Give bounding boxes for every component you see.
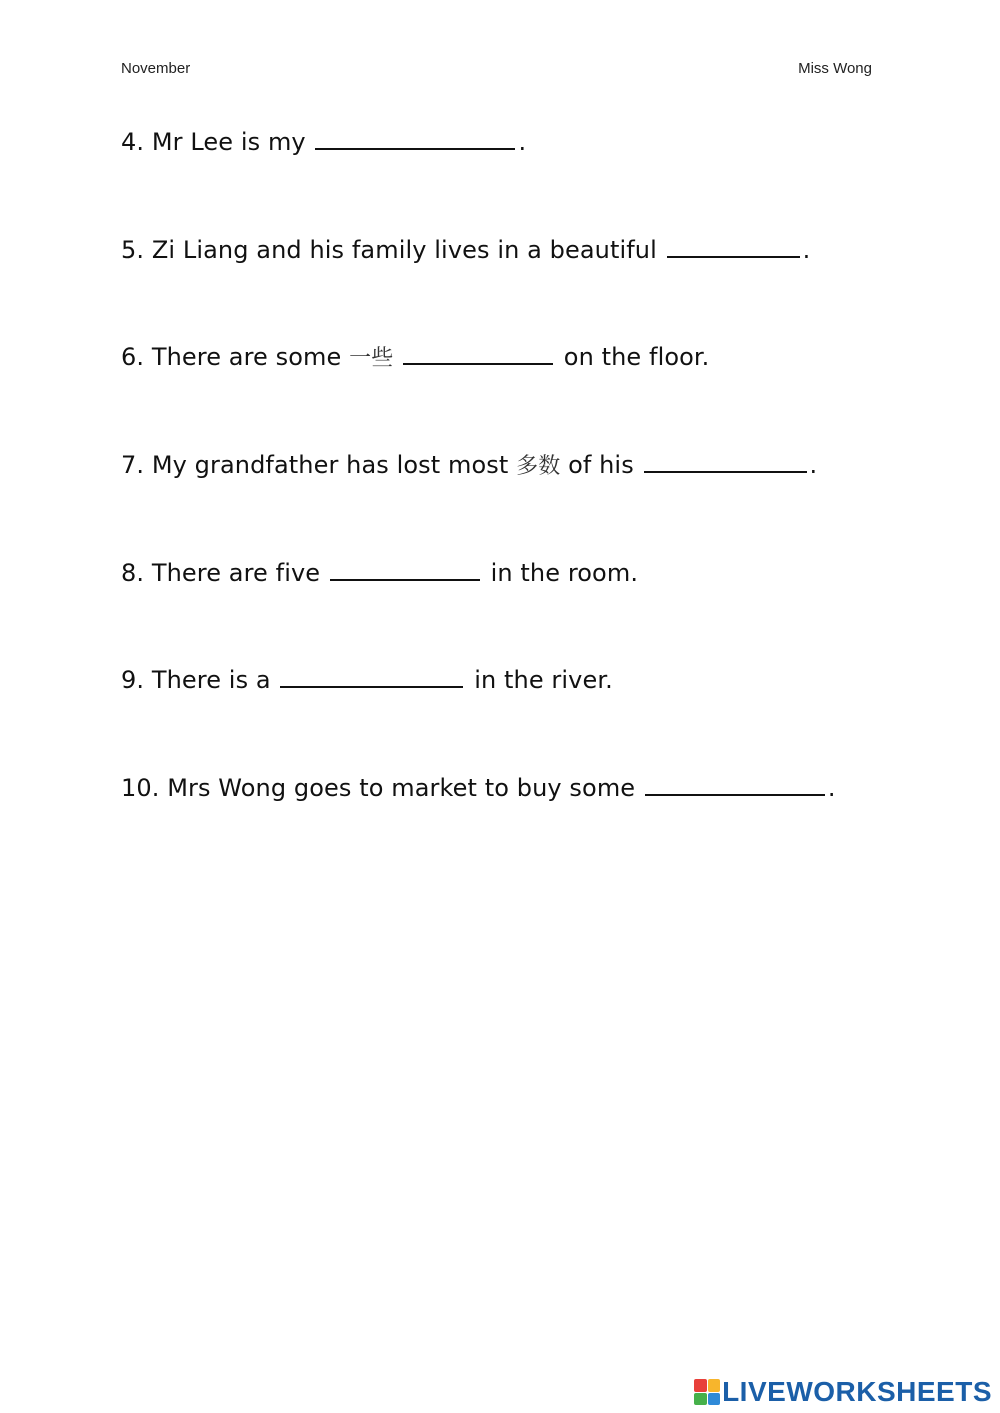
answer-blank-6[interactable] — [403, 341, 553, 365]
question-6 — [121, 341, 709, 372]
liveworksheets-logo-icon — [694, 1379, 720, 1405]
liveworksheets-brand-text: LIVEWORKSHEETS — [722, 1376, 992, 1407]
question-4-end: . — [518, 128, 527, 156]
question-10-end: . — [827, 774, 836, 802]
question-5-text: 5. Zi Liang and his family lives in a beautiful — [121, 236, 657, 264]
question-5-end: . — [802, 236, 811, 264]
question-4 — [121, 126, 526, 156]
answer-blank-4[interactable] — [315, 126, 515, 150]
question-7-text: 7. My grandfather has lost most — [121, 451, 509, 479]
page-header — [121, 60, 872, 80]
answer-blank-10[interactable] — [645, 772, 825, 796]
question-10-text: 10. Mrs Wong goes to market to buy some — [121, 774, 636, 802]
question-5 — [121, 234, 810, 264]
question-9-text: 9. There is a — [121, 666, 271, 694]
question-7 — [121, 449, 817, 480]
question-8 — [121, 557, 638, 587]
question-7-end: . — [809, 451, 818, 479]
question-8-text: 8. There are five — [121, 559, 321, 587]
question-9-end: in the river. — [474, 666, 613, 694]
question-7-chinese-hint: 多数 — [516, 454, 561, 479]
liveworksheets-logo — [694, 1377, 992, 1407]
question-6-chinese-hint: 一些 — [349, 346, 394, 371]
header-month: November — [121, 60, 191, 77]
answer-blank-9[interactable] — [280, 664, 463, 688]
question-7-mid: of his — [568, 451, 634, 479]
question-6-end: on the floor. — [563, 343, 710, 371]
answer-blank-5[interactable] — [667, 234, 800, 258]
header-teacher: Miss Wong — [798, 60, 872, 77]
question-6-text: 6. There are some — [121, 343, 342, 371]
answer-blank-8[interactable] — [330, 557, 480, 581]
question-4-text: 4. Mr Lee is my — [121, 128, 306, 156]
answer-blank-7[interactable] — [644, 449, 807, 473]
question-8-end: in the room. — [490, 559, 639, 587]
question-10 — [121, 772, 836, 802]
question-9 — [121, 664, 613, 694]
